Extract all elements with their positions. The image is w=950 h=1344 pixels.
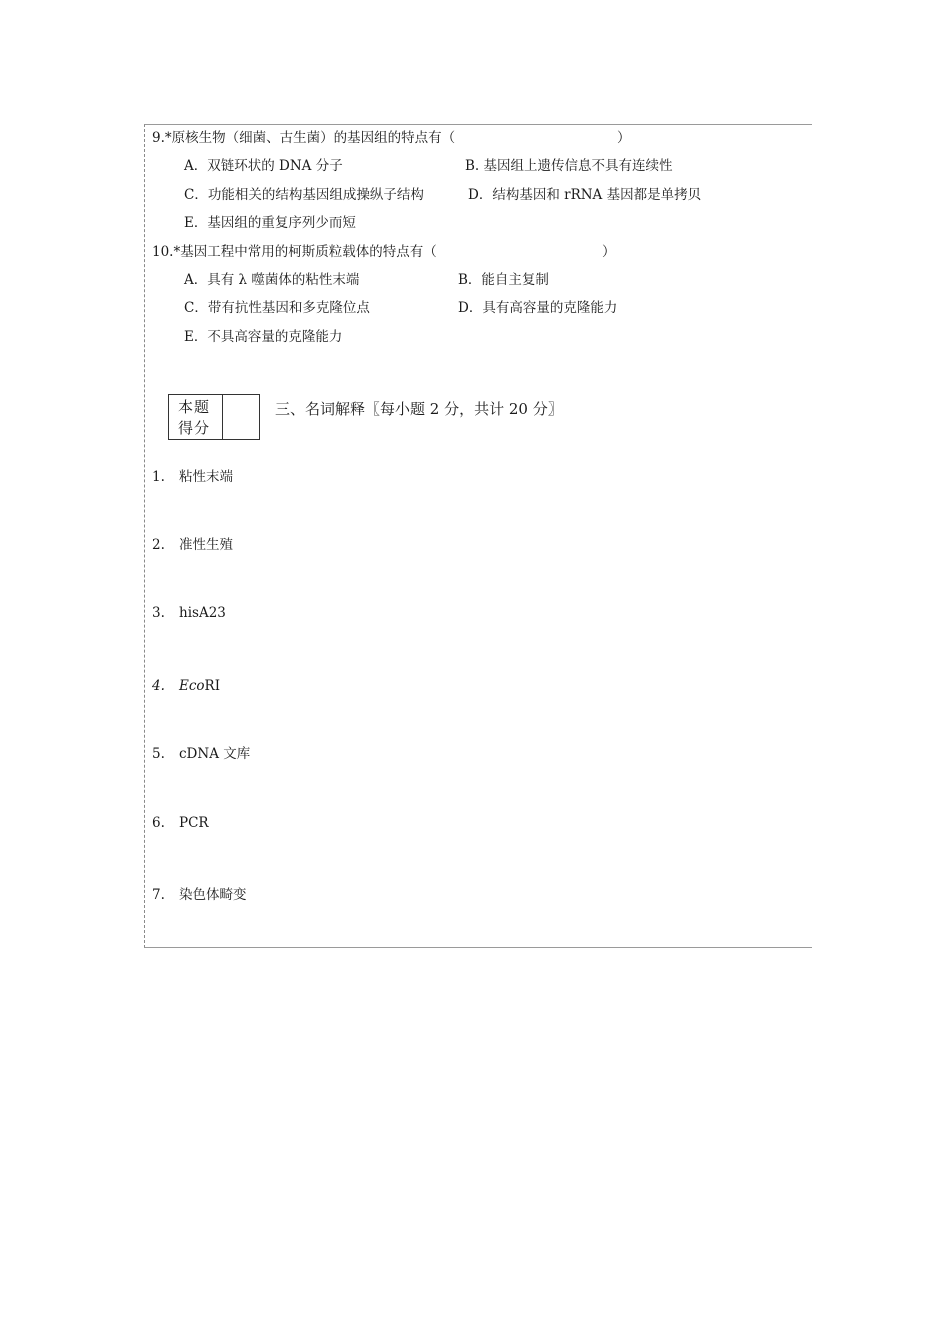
question-9-close-paren: ） bbox=[617, 130, 631, 146]
term-4-number: 4. bbox=[152, 678, 165, 694]
question-9-option-d: D．结构基因和 rRNA 基因都是单拷贝 bbox=[468, 187, 702, 203]
question-9-option-b: B. 基因组上遗传信息不具有连续性 bbox=[465, 158, 673, 174]
question-10-option-b: B．能自主复制 bbox=[458, 272, 549, 288]
term-4-text-wrapper bbox=[179, 678, 220, 694]
question-9-stem: 9.*原核生物（细菌、古生菌）的基因组的特点有（ bbox=[152, 130, 456, 146]
question-10-option-a: A．具有 λ 噬菌体的粘性末端 bbox=[184, 272, 360, 288]
question-10-close-paren: ） bbox=[602, 244, 616, 260]
term-5-text: cDNA 文库 bbox=[179, 746, 251, 762]
term-3-number: 3. bbox=[152, 605, 165, 621]
question-10-stem: 10.*基因工程中常用的柯斯质粒载体的特点有（ bbox=[152, 244, 437, 260]
term-6-number: 6. bbox=[152, 815, 165, 831]
question-9-option-a: A．双链环状的 DNA 分子 bbox=[184, 158, 343, 174]
question-10-option-e: E．不具高容量的克隆能力 bbox=[184, 329, 343, 345]
score-box bbox=[168, 394, 260, 440]
question-10-option-c: C．带有抗性基因和多克隆位点 bbox=[184, 300, 370, 316]
term-4-text-italic: Eco bbox=[179, 678, 205, 694]
term-7-text: 染色体畸变 bbox=[179, 887, 247, 903]
term-4-text: RI bbox=[204, 678, 221, 694]
term-2-text: 准性生殖 bbox=[179, 537, 233, 553]
question-10-option-d: D．具有高容量的克隆能力 bbox=[458, 300, 618, 316]
question-9-option-e: E．基因组的重复序列少而短 bbox=[184, 215, 356, 231]
term-7-number: 7. bbox=[152, 887, 165, 903]
section-3-title: 三、名词解释〖每小题 2 分，共计 20 分〗 bbox=[275, 400, 563, 418]
term-3-text: hisA23 bbox=[179, 605, 226, 621]
term-1-number: 1. bbox=[152, 469, 165, 485]
term-5-number: 5. bbox=[152, 746, 165, 762]
term-2-number: 2. bbox=[152, 537, 165, 553]
score-box-divider bbox=[222, 395, 223, 439]
question-9-option-c: C．功能相关的结构基因组成操纵子结构 bbox=[184, 187, 424, 203]
term-1-text: 粘性末端 bbox=[179, 469, 233, 485]
score-box-label-line2: 得分 bbox=[178, 419, 211, 437]
term-6-text: PCR bbox=[179, 815, 209, 831]
score-box-label-line1: 本题 bbox=[178, 398, 211, 416]
